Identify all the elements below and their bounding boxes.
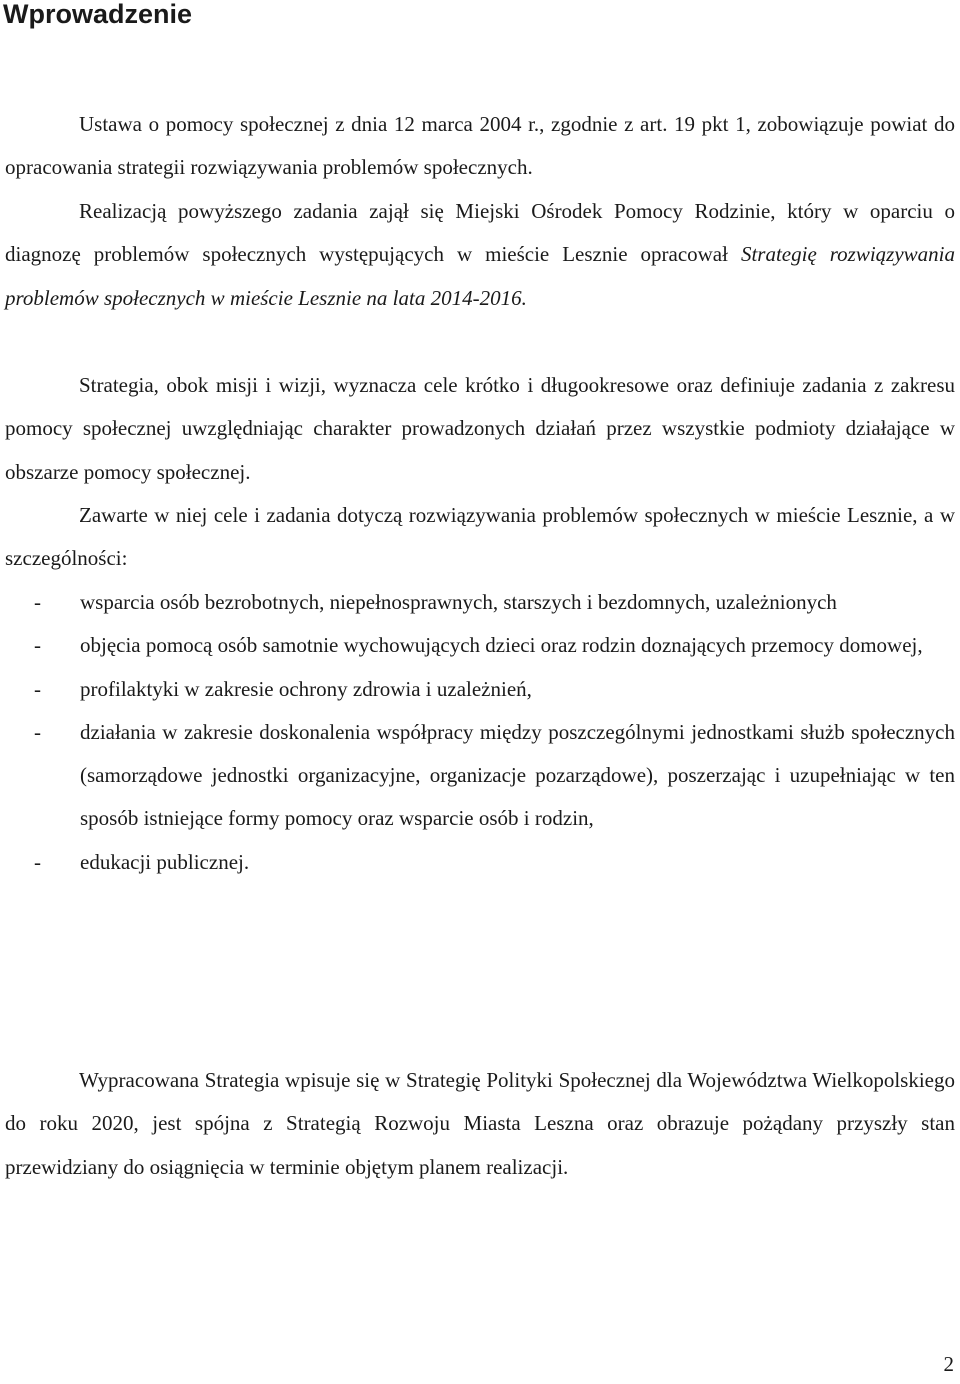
page-number: 2 [943, 1352, 954, 1376]
list-dash: - [34, 633, 41, 658]
paragraph-realization-text: Realizacją powyższego zadania zajął się Miejski Ośrodek Pomocy Rodzinie, który w oparciu o diagnozę problemów społecznych występujących w mieście Lesznie opracował [5, 199, 955, 267]
list-dash: - [34, 590, 41, 614]
paragraph-strategy-goals: Strategia, obok misji i wizji, wyznacza cele krótko i długookresowe oraz definiuje zadania z zakresu pomocy społecznej uwzględniając charakter prowadzonych działań przez wszystkie podmioty działające w obszarze pomocy społecznej. [5, 373, 955, 484]
paragraph-realization [5, 190, 955, 320]
list-item [0, 841, 955, 884]
list-item [0, 668, 955, 711]
objectives-list [0, 581, 955, 884]
paragraph-legal-basis: Ustawa o pomocy społecznej z dnia 12 marca 2004 r., zgodnie z art. 19 pkt 1, zobowiązuje powiat do opracowania strategii rozwiązywania problemów społecznych. [5, 112, 955, 180]
list-item-text: działania w zakresie doskonalenia współpracy między poszczególnymi jednostkami służb społecznych (samorządowe jednostki organizacyjne, organizacje pozarządowe), poszerzając i uzupełniając w ten sposób istniejące formy pomocy oraz wsparcie osób i rodzin, [80, 719, 955, 831]
list-dash: - [34, 849, 41, 874]
list-item [0, 711, 955, 841]
list-item [0, 624, 955, 667]
list-item-text: objęcia pomocą osób samotnie wychowujących dzieci oraz rodzin doznających przemocy domowej, [80, 633, 923, 658]
list-dash: - [34, 676, 41, 701]
paragraph-strategy-alignment: Wypracowana Strategia wpisuje się w Strategię Polityki Społecznej dla Województwa Wielkopolskiego do roku 2020, jest spójna z Strategią Rozwoju Miasta Leszna oraz obrazuje pożądany przyszły stan przewidziany do osiągnięcia w terminie objętym planem realizacji. [5, 1068, 955, 1179]
list-item-text: wsparcia osób bezrobotnych, niepełnosprawnych, starszych i bezdomnych, uzależnionych [80, 590, 837, 614]
list-item [0, 581, 955, 624]
page-title: Wprowadzenie [3, 0, 193, 29]
strategy-title-italic: Strategię rozwiązywania problemów społecznych w mieście Lesznie na lata 2014-2016. [5, 242, 955, 310]
list-dash: - [34, 719, 41, 744]
paragraph-objectives-intro: Zawarte w niej cele i zadania dotyczą rozwiązywania problemów społecznych w mieście Lesznie, a w szczególności: [5, 503, 955, 571]
list-item-text: profilaktyki w zakresie ochrony zdrowia i uzależnień, [80, 676, 532, 701]
list-item-text: edukacji publicznej. [80, 849, 250, 874]
